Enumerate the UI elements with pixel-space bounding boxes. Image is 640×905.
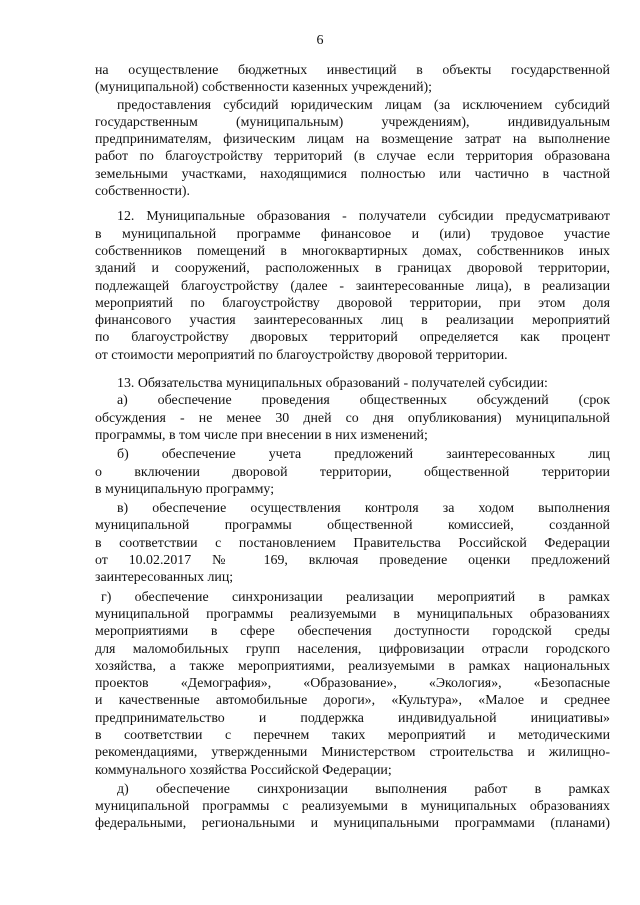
text-line: обсуждения - не менее 30 дней со дня опубликования) муниципальной <box>95 410 610 426</box>
text-line: мероприятий по благоустройству дворовой территории, при этом доля <box>95 295 610 311</box>
text-line: а) обеспечение проведения общественных обсуждений (срок <box>117 393 610 409</box>
paragraph-13g <box>95 589 610 779</box>
paragraph-investments <box>95 62 610 97</box>
paragraph-13a <box>95 392 610 444</box>
text-line: хозяйства, а также мероприятиями, реализуемыми в рамках национальных <box>95 658 610 674</box>
text-line: подлежащей благоустройству (далее - заинтересованные лица), в реализации <box>95 278 610 294</box>
document-body <box>95 62 610 833</box>
paragraph-subsidies-legal-entities <box>95 97 610 201</box>
text-line: предпринимательство и поддержка индивидуальной инициативы» <box>95 710 610 726</box>
text-line: о включении дворовой территории, общественной территории <box>95 464 610 480</box>
text-line: в соответствии с постановлением Правительства Российской Федерации <box>95 535 610 551</box>
text-line: в) обеспечение осуществления контроля за ходом выполнения <box>117 501 610 517</box>
text-line: финансового участия заинтересованных лиц в реализации мероприятий <box>95 313 610 329</box>
text-line: собственников помещений в многоквартирных домах, собственников иных <box>95 243 610 259</box>
text-line: собственности). <box>95 184 190 200</box>
paragraph-13-heading <box>95 375 610 392</box>
text-line: в муниципальную программу; <box>95 481 275 497</box>
text-line: мероприятиями в сфере обеспечения доступности городской среды <box>95 624 610 640</box>
text-line: зданий и сооружений, расположенных в границах дворовой территории, <box>95 261 610 277</box>
text-line: проектов «Демография», «Образование», «Экология», «Безопасные <box>95 676 610 692</box>
text-line: на осуществление бюджетных инвестиций в объекты государственной <box>95 63 610 78</box>
text-line: земельными участками, находящимися полностью или частично в частной <box>95 166 610 182</box>
text-line: муниципальной программы с реализуемыми в муниципальных образованиях <box>95 799 610 815</box>
text-line: муниципальной программы реализуемыми в муниципальных образованиях <box>95 606 610 622</box>
text-line: федеральными, региональными и муниципальными программами (планами) <box>95 816 610 832</box>
text-line: в муниципальной программе финансовое и (или) трудовое участие <box>95 226 610 242</box>
paragraph-13v <box>95 500 610 586</box>
text-line: коммунального хозяйства Российской Федерации; <box>95 762 392 778</box>
text-line: от 10.02.2017 № 169, включая проведение оценки предложений <box>95 553 610 569</box>
text-line: предпринимателям, физическим лицам на возмещение затрат на выполнение <box>95 132 610 148</box>
text-line: по благоустройству дворовых территорий определяется как процент <box>95 330 610 346</box>
text-line: (муниципальной) собственности казенных учреждений); <box>95 80 432 96</box>
text-line: г) обеспечение синхронизации реализации мероприятий в рамках <box>101 589 610 605</box>
text-line: для маломобильных групп населения, цифровизации отрасли городского <box>95 641 610 657</box>
text-line: программы, в том числе при внесении в них изменений; <box>95 427 428 443</box>
text-line: 13. Обязательства муниципальных образований - получателей субсидии: <box>117 376 548 392</box>
text-line: и качественные автомобильные дороги», «Культура», «Малое и среднее <box>95 693 610 709</box>
text-line: рекомендациями, утвержденными Министерством строительства и жилищно- <box>95 745 610 761</box>
text-line: предоставления субсидий юридическим лицам (за исключением субсидий <box>117 97 610 113</box>
paragraph-13d <box>95 781 610 833</box>
text-line: работ по благоустройству территорий (в случае если территория образована <box>95 149 610 165</box>
text-line: в соответствии с перечнем таких мероприятий и методическими <box>95 727 610 743</box>
paragraph-13b <box>95 446 610 498</box>
text-line: б) обеспечение учета предложений заинтересованных лиц <box>117 447 610 463</box>
paragraph-12 <box>95 208 610 364</box>
text-line: от стоимости мероприятий по благоустройству дворовой территории. <box>95 347 508 363</box>
text-line: государственным (муниципальным) учреждениям), индивидуальным <box>95 114 610 130</box>
text-line: муниципальной программы общественной комиссией, созданной <box>95 518 610 534</box>
text-line: д) обеспечение синхронизации выполнения работ в рамках <box>117 781 610 797</box>
text-line: заинтересованных лиц; <box>95 570 234 586</box>
text-line: 12. Муниципальные образования - получатели субсидии предусматривают <box>117 209 610 225</box>
page-number: 6 <box>316 33 324 48</box>
